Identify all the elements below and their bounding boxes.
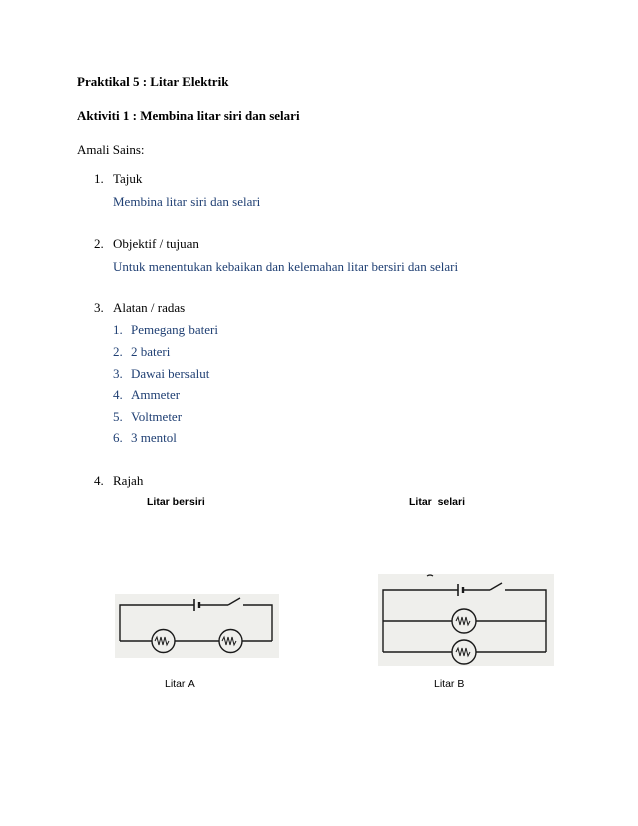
caption-litar-b: Litar B xyxy=(434,678,465,690)
apparatus-item: Voltmeter xyxy=(131,409,183,424)
series-circuit-label: Litar bersiri xyxy=(147,496,205,508)
item-label-rajah: Rajah xyxy=(113,473,144,488)
item-label-tajuk: Tajuk xyxy=(113,171,143,186)
item-number: 3. xyxy=(94,300,104,315)
apparatus-number: 6. xyxy=(113,430,123,445)
page-title: Praktikal 5 : Litar Elektrik xyxy=(77,74,229,89)
caption-litar-a: Litar A xyxy=(165,678,195,690)
section-label: Amali Sains: xyxy=(77,142,145,157)
apparatus-item: Pemegang bateri xyxy=(131,322,218,337)
series-circuit-diagram xyxy=(120,598,272,653)
apparatus-number: 3. xyxy=(113,366,123,381)
item-number: 2. xyxy=(94,236,104,251)
apparatus-number: 1. xyxy=(113,322,123,337)
parallel-circuit-diagram xyxy=(383,575,546,664)
apparatus-item: 2 bateri xyxy=(131,344,171,359)
apparatus-number: 4. xyxy=(113,387,123,402)
apparatus-number: 5. xyxy=(113,409,123,424)
apparatus-number: 2. xyxy=(113,344,123,359)
parallel-circuit-label: Litar selari xyxy=(409,496,466,508)
item-number: 4. xyxy=(94,473,104,488)
item-label-objektif: Objektif / tujuan xyxy=(113,236,199,251)
item-answer-objektif: Untuk menentukan kebaikan dan kelemahan litar bersiri dan selari xyxy=(113,259,459,274)
apparatus-item: Ammeter xyxy=(131,387,181,402)
activity-title: Aktiviti 1 : Membina litar siri dan selari xyxy=(77,108,300,123)
apparatus-item: 3 mentol xyxy=(131,430,177,445)
item-number: 1. xyxy=(94,171,104,186)
item-label-alatan: Alatan / radas xyxy=(113,300,186,315)
apparatus-item: Dawai bersalut xyxy=(131,366,210,381)
item-answer-tajuk: Membina litar siri dan selari xyxy=(113,194,261,209)
